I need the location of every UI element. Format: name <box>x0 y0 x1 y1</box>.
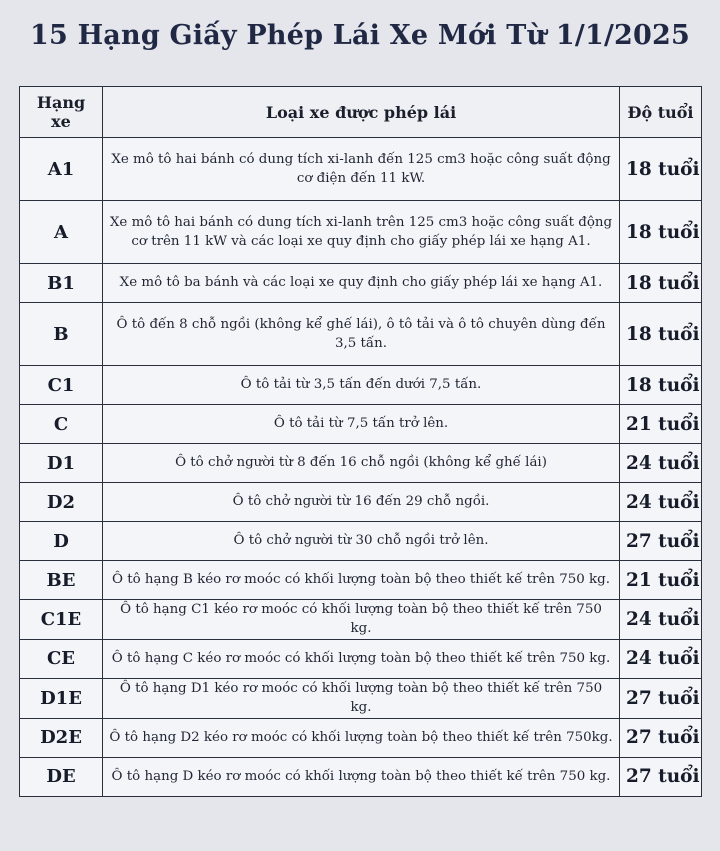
table-row <box>20 718 702 757</box>
license-class: A <box>20 201 103 264</box>
table-row <box>20 303 702 366</box>
vehicle-description: Ô tô hạng D2 kéo rơ moóc có khối lượng toàn bộ theo thiết kế trên 750kg. <box>103 718 620 757</box>
minimum-age: 27 tuổi <box>620 718 702 757</box>
minimum-age: 18 tuổi <box>620 138 702 201</box>
vehicle-description: Xe mô tô hai bánh có dung tích xi-lanh trên 125 cm3 hoặc công suất động cơ trên 11 kW và các loại xe quy định cho giấy phép lái xe hạng A1. <box>103 201 620 264</box>
license-class: C <box>20 405 103 444</box>
vehicle-description: Ô tô hạng D kéo rơ moóc có khối lượng toàn bộ theo thiết kế trên 750 kg. <box>103 757 620 796</box>
table-row <box>20 561 702 600</box>
minimum-age: 18 tuổi <box>620 264 702 303</box>
license-class: C1 <box>20 366 103 405</box>
license-class: C1E <box>20 600 103 640</box>
table-row <box>20 444 702 483</box>
table-row <box>20 600 702 640</box>
minimum-age: 18 tuổi <box>620 303 702 366</box>
vehicle-description: Ô tô hạng C1 kéo rơ moóc có khối lượng toàn bộ theo thiết kế trên 750 kg. <box>103 600 620 640</box>
license-class: CE <box>20 639 103 678</box>
license-table <box>19 86 702 797</box>
table-row <box>20 201 702 264</box>
license-class: B <box>20 303 103 366</box>
vehicle-description: Xe mô tô hai bánh có dung tích xi-lanh đến 125 cm3 hoặc công suất động cơ điện đến 11 kW. <box>103 138 620 201</box>
table-header-row <box>20 87 702 138</box>
vehicle-description: Ô tô chở người từ 16 đến 29 chỗ ngồi. <box>103 483 620 522</box>
header-age: Độ tuổi <box>620 87 702 138</box>
minimum-age: 18 tuổi <box>620 201 702 264</box>
minimum-age: 24 tuổi <box>620 483 702 522</box>
table-row <box>20 405 702 444</box>
header-class: Hạng xe <box>20 87 103 138</box>
minimum-age: 18 tuổi <box>620 366 702 405</box>
table-row <box>20 522 702 561</box>
license-class: DE <box>20 757 103 796</box>
license-class: D <box>20 522 103 561</box>
table-row <box>20 366 702 405</box>
license-class: D2 <box>20 483 103 522</box>
table-row <box>20 639 702 678</box>
minimum-age: 27 tuổi <box>620 522 702 561</box>
minimum-age: 21 tuổi <box>620 561 702 600</box>
license-class: BE <box>20 561 103 600</box>
table-row <box>20 264 702 303</box>
vehicle-description: Ô tô chở người từ 8 đến 16 chỗ ngồi (không kể ghế lái) <box>103 444 620 483</box>
vehicle-description: Ô tô tải từ 7,5 tấn trở lên. <box>103 405 620 444</box>
minimum-age: 24 tuổi <box>620 639 702 678</box>
minimum-age: 24 tuổi <box>620 600 702 640</box>
license-class: D2E <box>20 718 103 757</box>
license-class: A1 <box>20 138 103 201</box>
minimum-age: 27 tuổi <box>620 757 702 796</box>
license-class: B1 <box>20 264 103 303</box>
license-class: D1E <box>20 678 103 718</box>
vehicle-description: Ô tô tải từ 3,5 tấn đến dưới 7,5 tấn. <box>103 366 620 405</box>
minimum-age: 21 tuổi <box>620 405 702 444</box>
vehicle-description: Ô tô đến 8 chỗ ngồi (không kể ghế lái), ô tô tải và ô tô chuyên dùng đến 3,5 tấn. <box>103 303 620 366</box>
vehicle-description: Ô tô chở người từ 30 chỗ ngồi trở lên. <box>103 522 620 561</box>
page-title: 15 Hạng Giấy Phép Lái Xe Mới Từ 1/1/2025 <box>30 20 690 51</box>
vehicle-description: Ô tô hạng D1 kéo rơ moóc có khối lượng toàn bộ theo thiết kế trên 750 kg. <box>103 678 620 718</box>
table-row <box>20 678 702 718</box>
header-vehicles: Loại xe được phép lái <box>103 87 620 138</box>
license-class: D1 <box>20 444 103 483</box>
vehicle-description: Ô tô hạng B kéo rơ moóc có khối lượng toàn bộ theo thiết kế trên 750 kg. <box>103 561 620 600</box>
table-row <box>20 138 702 201</box>
vehicle-description: Ô tô hạng C kéo rơ moóc có khối lượng toàn bộ theo thiết kế trên 750 kg. <box>103 639 620 678</box>
minimum-age: 27 tuổi <box>620 678 702 718</box>
table-row <box>20 483 702 522</box>
vehicle-description: Xe mô tô ba bánh và các loại xe quy định cho giấy phép lái xe hạng A1. <box>103 264 620 303</box>
table-row <box>20 757 702 796</box>
minimum-age: 24 tuổi <box>620 444 702 483</box>
